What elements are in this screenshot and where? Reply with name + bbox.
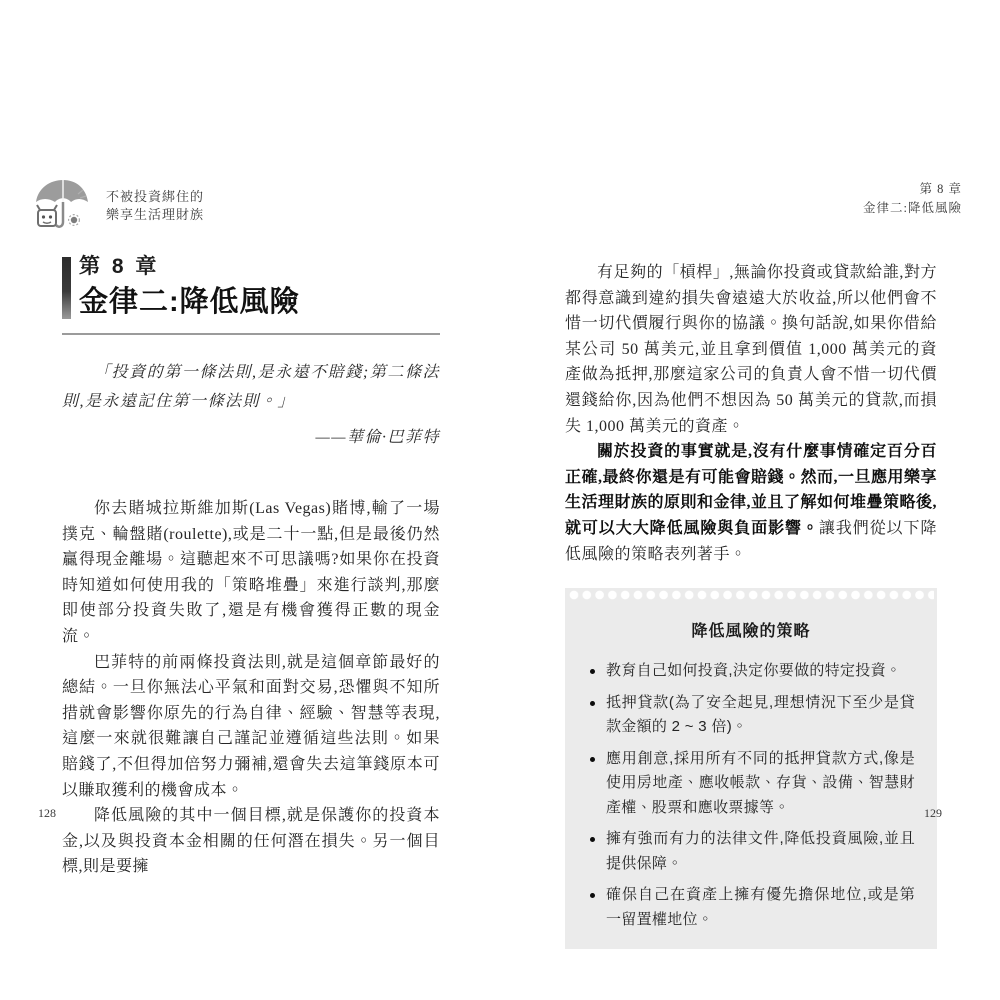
chapter-heading-bar xyxy=(62,257,71,319)
bullet-icon xyxy=(590,669,595,674)
epigraph-text: 「投資的第一條法則,是永遠不賠錢;第二條法則,是永遠記住第一條法則。」 xyxy=(62,364,440,410)
book-title xyxy=(106,188,204,224)
chapter-running-head xyxy=(863,180,962,218)
chapter-title: 金律二:降低風險 xyxy=(79,286,300,318)
left-page-body xyxy=(62,496,440,880)
body-paragraph: 降低風險的其中一個目標,就是保護你的投資本金,以及與投資本金相關的任何潛在損失。另一個目標,則是要擁 xyxy=(62,807,440,876)
strategy-box-title: 降低風險的策略 xyxy=(691,623,811,641)
umbrella-mascot-logo-icon xyxy=(30,176,98,236)
bullet-icon xyxy=(590,837,595,842)
body-paragraph-mixed xyxy=(565,439,937,567)
strategy-list-item xyxy=(587,827,915,876)
page-number-left: 128 xyxy=(38,806,56,820)
strategy-item-text: 擁有強而有力的法律文件,降低投資風險,並且提供保障。 xyxy=(606,830,915,872)
epigraph-attribution: ——華倫·巴菲特 xyxy=(315,429,440,446)
chapter-heading xyxy=(62,254,440,320)
right-page-body xyxy=(565,260,937,567)
right-page-column xyxy=(565,260,937,949)
bullet-icon xyxy=(590,893,595,898)
body-paragraph: 巴菲特的前兩條投資法則,就是這個章節最好的總結。一旦你無法心平氣和面對交易,恐懼與不知所措就會影響你原先的行為自律、經驗、智慧等表現,這麼一來就很難讓自己謹記並遵循這些法則。如果賠錢了,不但得加倍努力彌補,還會失去這筆錢原本可以賺取獲利的機會成本。 xyxy=(62,653,440,799)
running-head-chapter-number: 第 8 章 xyxy=(919,182,962,196)
bold-key-sentence: 關於投資的事實就是,沒有什麼事情確定百分百正確,最終你還是有可能會賠錢。然而,一旦應用樂享生活理財族的原則和金律,並且了解如何堆疊策略後,就可以大大降低風險與負面影響。 xyxy=(565,443,938,537)
epigraph xyxy=(62,358,440,452)
left-page-column xyxy=(62,254,440,880)
body-paragraph: 你去賭城拉斯維加斯(Las Vegas)賭博,輸了一場撲克、輪盤賭(roulette),或是二十一點,但是最後仍然贏得現金離場。這聽起來不可思議嗎?如果你在投資時知道如何使用我的「策略堆疊」來進行談判,那麼即使部分投資失敗了,還是有機會獲得正數的現金流。 xyxy=(62,500,440,645)
book-title-line2: 樂享生活理財族 xyxy=(106,207,205,222)
strategy-item-text: 教育自己如何投資,決定你要做的特定投資。 xyxy=(606,662,902,680)
strategy-list-item xyxy=(587,883,915,932)
strategy-list-item xyxy=(587,659,915,684)
page-number-right: 129 xyxy=(924,806,942,820)
strategy-callout-box xyxy=(565,588,937,949)
perforated-edge-decoration xyxy=(568,590,934,601)
brand-header xyxy=(30,176,204,236)
running-head-chapter-title: 金律二:降低風險 xyxy=(863,201,962,215)
book-title-line1: 不被投資綁住的 xyxy=(106,189,205,204)
bullet-icon xyxy=(590,701,595,706)
body-sentence: 讓我們從以下降低風險的策略表列著手。 xyxy=(565,519,937,563)
body-paragraph: 有足夠的「槓桿」,無論你投資或貸款給誰,對方都得意識到違約損失會遠遠大於收益,所以他們會不惜一切代價履行與你的協議。換句話說,如果你借給某公司 50 萬美元,並且拿到價值 1,000 萬美元的資產做為抵押,那麼這家公司的負責人會不惜一切代價還錢給你,因為他們不想因為 50 萬美元的貸款,而損失 1,000 萬美元的資產。 xyxy=(565,264,937,435)
strategy-item-text: 應用創意,採用所有不同的抵押貸款方式,像是使用房地產、應收帳款、存貨、設備、智慧財產權、股票和應收票據等。 xyxy=(606,749,915,816)
chapter-number: 第 8 章 xyxy=(79,255,160,278)
strategy-list xyxy=(587,659,915,932)
strategy-list-item xyxy=(587,747,915,821)
strategy-item-text: 抵押貸款(為了安全起見,理想情況下至少是貸款金額的 2 ~ 3 倍)。 xyxy=(606,693,915,736)
bullet-icon xyxy=(590,757,595,762)
strategy-list-item xyxy=(587,691,915,740)
strategy-item-text: 確保自己在資產上擁有優先擔保地位,或是第一留置權地位。 xyxy=(606,886,915,928)
chapter-rule xyxy=(62,333,440,335)
